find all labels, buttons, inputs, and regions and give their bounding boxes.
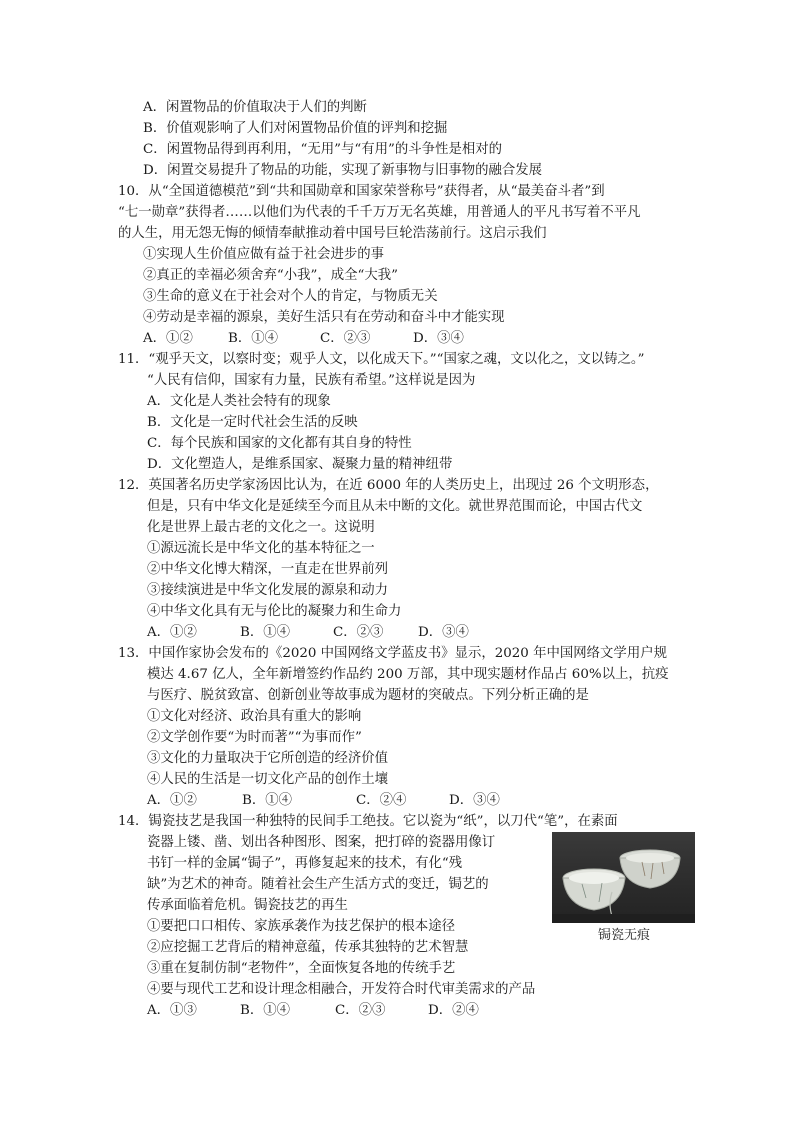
q13-item-3: ③文化的力量取决于它所创造的经济价值 — [147, 751, 389, 766]
q12-item-3: ③接续演进是中华文化发展的源泉和动力 — [147, 583, 389, 598]
q9-option-b[interactable]: B．价值观影响了人们对闲置物品价值的评判和挖掘 — [143, 121, 448, 136]
q13-choice-a[interactable]: A．①② — [147, 793, 197, 808]
q10-item-3: ③生命的意义在于社会对个人的肯定，与物质无关 — [143, 289, 438, 304]
q12-choice-d[interactable]: D．③④ — [418, 625, 469, 640]
q13-stem-line-1: 13．中国作家协会发布的《2020 中国网络文学蓝皮书》显示，2020 年中国网络文学用户规 — [118, 646, 667, 661]
q14-stem-line-5: 传承面临着危机。锔瓷技艺的再生 — [147, 898, 348, 913]
q12-item-1: ①源远流长是中华文化的基本特征之一 — [147, 541, 375, 556]
q13-stem-line-3: 与医疗、脱贫致富、创新创业等故事成为题材的突破点。下列分析正确的是 — [147, 688, 589, 703]
q14-item-4: ④要与现代工艺和设计理念相融合，开发符合时代审美需求的产品 — [147, 982, 536, 997]
q13-item-4: ④人民的生活是一切文化产品的创作土壤 — [147, 772, 389, 787]
q9-option-c[interactable]: C．闲置物品得到再利用，“无用”与“有用”的斗争性是相对的 — [143, 142, 503, 157]
q14-item-3: ③重在复制仿制“老物件”，全面恢复各地的传统手艺 — [147, 961, 456, 976]
q14-choice-b[interactable]: B．①④ — [240, 1003, 291, 1018]
q9-option-a[interactable]: A．闲置物品的价值取决于人们的判断 — [143, 100, 367, 115]
q14-item-2: ②应挖掘工艺背后的精神意蕴，传承其独特的艺术智慧 — [147, 940, 469, 955]
q14-stem-line-1: 14．锔瓷技艺是我国一种独特的民间手工绝技。它以瓷为“纸”，以刀代“笔”，在素面 — [118, 814, 618, 829]
q10-choice-c[interactable]: C．②③ — [320, 331, 371, 346]
q12-choice-c[interactable]: C．②③ — [333, 625, 384, 640]
q10-item-1: ①实现人生价值应做有益于社会进步的事 — [143, 247, 385, 262]
q12-stem-line-3: 化是世界上最古老的文化之一。这说明 — [147, 520, 375, 535]
q11-stem-line-1: 11．“观乎天文，以察时变；观乎人文，以化成天下。”“国家之魂，文以化之，文以铸之。” — [118, 352, 645, 367]
q12-stem-line-2: 但是，只有中华文化是延续至今而且从未中断的文化。就世界范围而论，中国古代文 — [147, 499, 643, 514]
q11-stem-line-2: “人民有信仰，国家有力量，民族有希望。”这样说是因为 — [147, 373, 476, 388]
q10-item-2: ②真正的幸福必须舍弃“小我”，成全“大我” — [143, 268, 399, 283]
q14-stem-line-2: 瓷器上镂、凿、划出各种图形、图案，把打碎的瓷器用像订 — [147, 835, 496, 850]
q11-option-c[interactable]: C．每个民族和国家的文化都有其自身的特性 — [147, 436, 412, 451]
q14-stem-line-4: 缺”为艺术的神奇。随着社会生产生活方式的变迁，锔艺的 — [147, 877, 489, 892]
figure-caption: 锔瓷无痕 — [597, 928, 650, 943]
q14-choice-d[interactable]: D．②④ — [428, 1003, 479, 1018]
q13-item-1: ①文化对经济、政治具有重大的影响 — [147, 709, 362, 724]
q13-item-2: ②文学创作要“为时而著”“为事而作” — [147, 730, 362, 745]
porcelain-bowls-photo — [552, 832, 695, 923]
q12-item-2: ②中华文化博大精深，一直走在世界前列 — [147, 562, 389, 577]
q10-item-4: ④劳动是幸福的源泉，美好生活只有在劳动和奋斗中才能实现 — [143, 310, 505, 325]
q13-stem-line-2: 模达 4.67 亿人，全年新增签约作品约 200 万部，其中现实题材作品占 60%以上，抗疫 — [147, 667, 669, 682]
q13-choice-d[interactable]: D．③④ — [449, 793, 500, 808]
q13-choice-b[interactable]: B．①④ — [242, 793, 293, 808]
porcelain-bowls-illustration — [552, 832, 695, 923]
q10-choice-d[interactable]: D．③④ — [413, 331, 464, 346]
q14-item-1: ①要把口口相传、家族承袭作为技艺保护的根本途径 — [147, 919, 455, 934]
q12-item-4: ④中华文化具有无与伦比的凝聚力和生命力 — [147, 604, 402, 619]
q14-choice-c[interactable]: C．②③ — [335, 1003, 386, 1018]
q14-choice-a[interactable]: A．①③ — [147, 1003, 197, 1018]
q12-stem-line-1: 12．英国著名历史学家汤因比认为，在近 6000 年的人类历史上，出现过 26 个文明形态， — [118, 478, 659, 493]
q13-choice-c[interactable]: C．②④ — [356, 793, 407, 808]
q10-stem-line-2: “七一勋章”获得者……以他们为代表的千千万万无名英雄，用普通人的平凡书写着不平凡 — [118, 205, 641, 220]
q11-option-a[interactable]: A．文化是人类社会特有的现象 — [147, 394, 331, 409]
q12-choice-a[interactable]: A．①② — [147, 625, 197, 640]
q10-stem-line-3: 的人生，用无怨无悔的倾情奉献推动着中国号巨轮浩荡前行。这启示我们 — [118, 226, 547, 241]
q9-option-d[interactable]: D．闲置交易提升了物品的功能，实现了新事物与旧事物的融合发展 — [143, 163, 543, 178]
q10-choice-a[interactable]: A．①② — [143, 331, 193, 346]
q10-choice-b[interactable]: B．①④ — [228, 331, 279, 346]
q12-choice-b[interactable]: B．①④ — [240, 625, 291, 640]
q11-option-b[interactable]: B．文化是一定时代社会生活的反映 — [147, 415, 358, 430]
q11-option-d[interactable]: D．文化塑造人，是维系国家、凝聚力量的精神纽带 — [147, 457, 453, 472]
q10-stem-line-1: 10．从“全国道德模范”到“共和国勋章和国家荣誉称号”获得者，从“最美奋斗者”到 — [118, 184, 605, 199]
q14-stem-line-3: 书钉一样的金属“锔子”，再修复起来的技术，有化“残 — [147, 856, 463, 871]
